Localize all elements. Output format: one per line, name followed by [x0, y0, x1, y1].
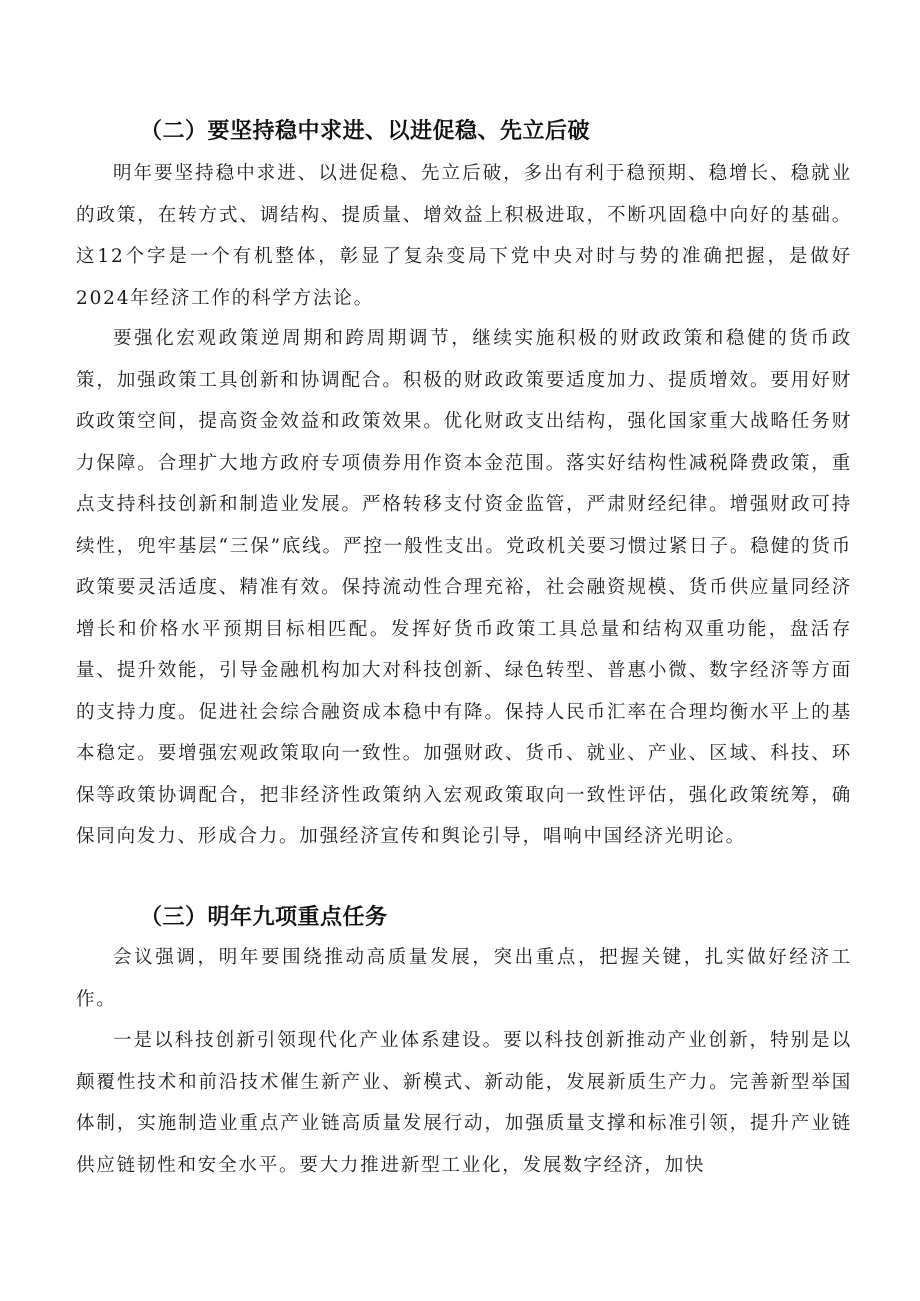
- paragraph-2: 要强化宏观政策逆周期和跨周期调节，继续实施积极的财政政策和稳健的货币政策，加强政策工具创新和协调配合。积极的财政政策要适度加力、提质增效。要用好财政政策空间，提高资金效益和政策效果。优化财政支出结构，强化国家重大战略任务财力保障。合理扩大地方政府专项债券用作资本金范围。落实好结构性减税降费政策，重点支持科技创新和制造业发展。严格转移支付资金监管，严肃财经纪律。增强财政可持续性，兜牢基层“三保”底线。严控一般性支出。党政机关要习惯过紧日子。稳健的货币政策要灵活适度、精准有效。保持流动性合理充裕，社会融资规模、货币供应量同经济增长和价格水平预期目标相匹配。发挥好货币政策工具总量和结构双重功能，盘活存量、提升效能，引导金融机构加大对科技创新、绿色转型、普惠小微、数字经济等方面的支持力度。促进社会综合融资成本稳中有降。保持人民币汇率在合理均衡水平上的基本稳定。要增强宏观政策取向一致性。加强财政、货币、就业、产业、区域、科技、环保等政策协调配合，把非经济性政策纳入宏观政策取向一致性评估，强化政策统筹，确保同向发力、形成合力。加强经济宣传和舆论引导，唱响中国经济光明论。: [76, 328, 852, 847]
- section-heading-2: （二）要坚持稳中求进、以进促稳、先立后破: [140, 119, 591, 144]
- paragraph-3: 会议强调，明年要围绕推动高质量发展，突出重点，把握关键，扎实做好经济工作。: [76, 947, 852, 1010]
- paragraph-4: 一是以科技创新引领现代化产业体系建设。要以科技创新推动产业创新，特别是以颠覆性技术和前沿技术催生新产业、新模式、新动能，发展新质生产力。完善新型举国体制，实施制造业重点产业链高质量发展行动，加强质量支撑和标准引领，提升产业链供应链韧性和安全水平。要大力推进新型工业化，发展数字经济，加快: [76, 1030, 852, 1176]
- section-heading-3: （三）明年九项重点任务: [140, 905, 388, 930]
- paragraph-1: 明年要坚持稳中求进、以进促稳、先立后破，多出有利于稳预期、稳增长、稳就业的政策，在转方式、调结构、提质量、增效益上积极进取，不断巩固稳中向好的基础。这12个字是一个有机整体，彰显了复杂变局下党中央对时与势的准确把握，是做好2024年经济工作的科学方法论。: [76, 163, 852, 309]
